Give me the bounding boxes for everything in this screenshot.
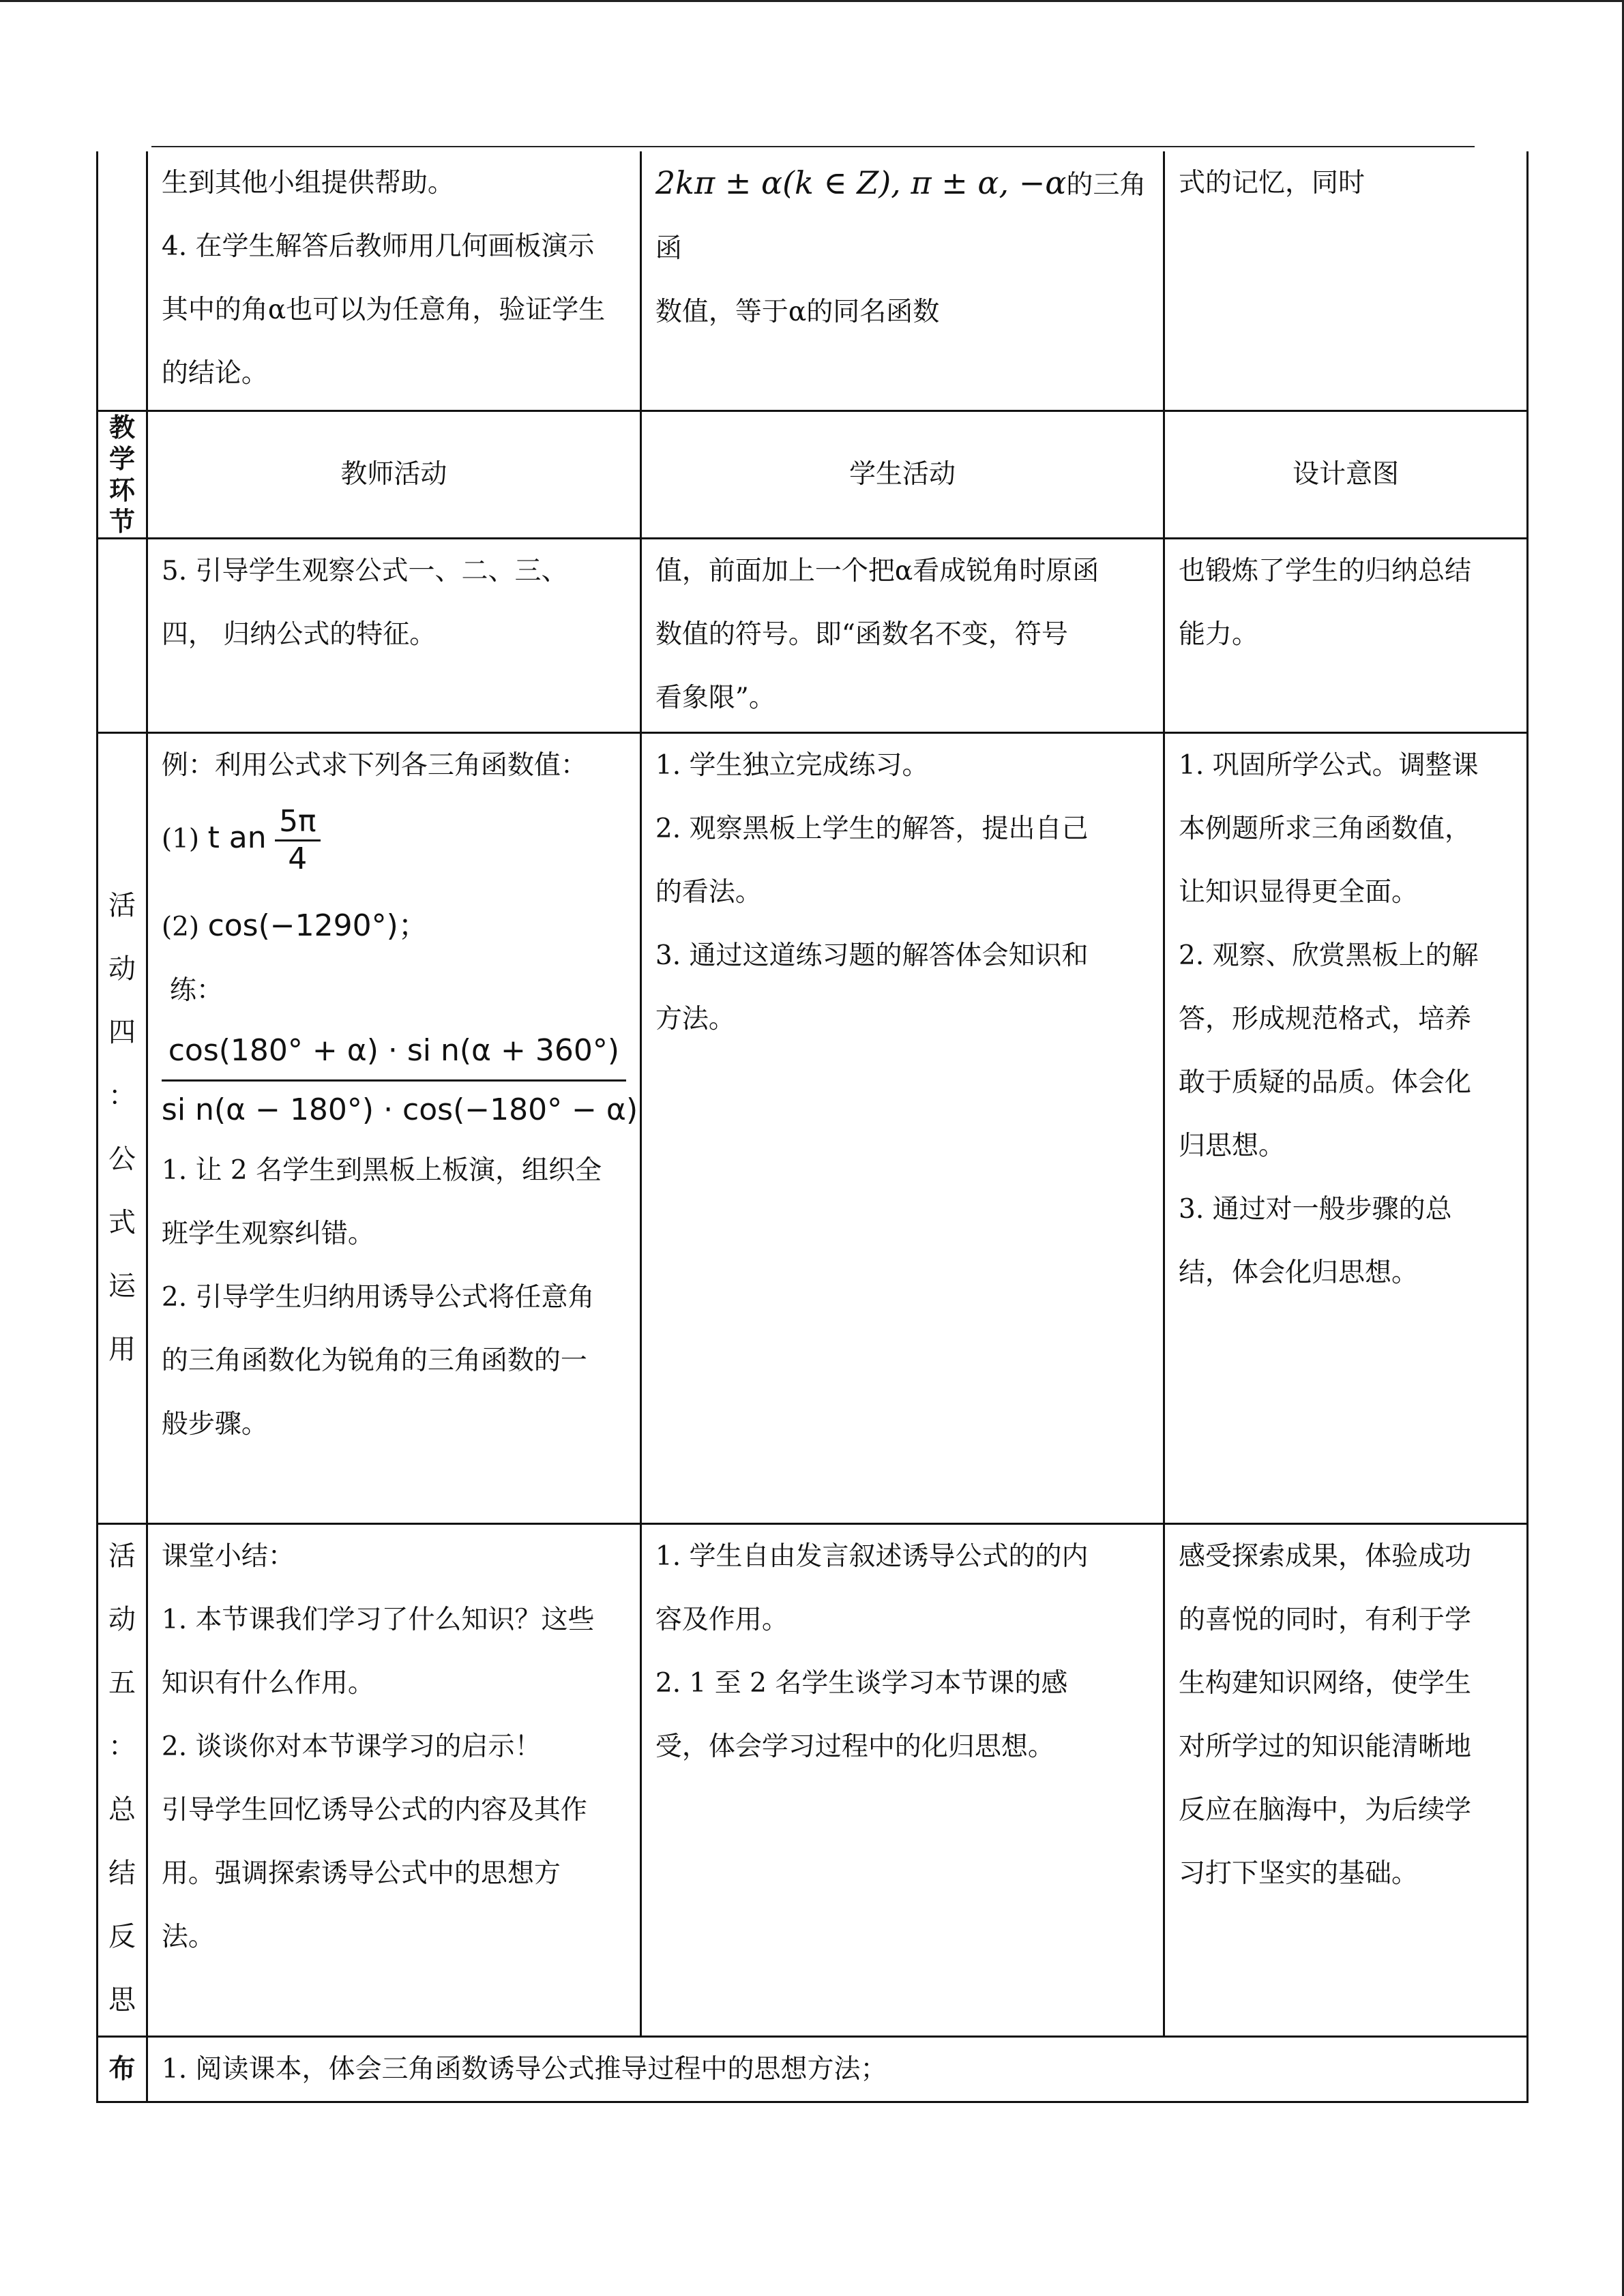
- teacher-line: 4. 在学生解答后教师用几何画板演示: [161, 231, 595, 262]
- label-char: 运: [108, 1270, 136, 1302]
- example-2-expr: cos(−1290°)；: [207, 908, 428, 943]
- design-line: 的喜悦的同时，有利于学: [1179, 1604, 1472, 1635]
- design-cell-continued: [1164, 151, 1528, 411]
- label-char: 五: [108, 1667, 136, 1699]
- teacher-line: 法。: [161, 1921, 215, 1952]
- header-stage: 教学环节: [98, 411, 147, 538]
- student-line: 3. 通过这道练习题的解答体会知识和: [655, 940, 1089, 971]
- fraction-numerator: 5π: [275, 804, 320, 841]
- student-line: 数值，等于α的同名函数: [655, 297, 940, 327]
- design-line: 本例题所求三角函数值，: [1179, 813, 1472, 844]
- design-line: 敢于质疑的品质。体会化: [1179, 1067, 1472, 1098]
- teacher-line: 般步骤。: [161, 1408, 268, 1440]
- teacher-line: 的三角函数化为锐角的三角函数的一: [161, 1345, 587, 1376]
- teacher-cell-activity-4: [147, 732, 640, 1523]
- example-intro: 例：利用公式求下列各三角函数值：: [161, 749, 587, 781]
- design-line: 式的记忆，同时: [1179, 168, 1365, 198]
- label-char: 活: [108, 890, 136, 921]
- design-cell-row5: [1164, 538, 1528, 732]
- label-char: 结: [108, 1857, 136, 1889]
- example-2-prefix: (2): [161, 911, 200, 942]
- design-cell-activity-4: [1164, 732, 1528, 1523]
- homework-label: 布: [98, 2036, 147, 2102]
- lesson-plan-table: [96, 151, 1529, 2103]
- teacher-line: 四， 归纳公式的特征。: [161, 618, 437, 650]
- teacher-line: 班学生观察纠错。: [161, 1218, 374, 1249]
- design-line: 答，形成规范格式，培养: [1179, 1003, 1472, 1034]
- label-char: 活: [108, 1540, 136, 1572]
- stage-cell-activity-5: [98, 1523, 147, 2036]
- label-char: 用: [108, 1334, 136, 1365]
- practice-fraction: [161, 1022, 638, 1139]
- header-rule: [151, 146, 1475, 147]
- practice-denominator: si n(α − 180°) · cos(−180° − α): [161, 1092, 638, 1127]
- design-line: 3. 通过对一般步骤的总: [1179, 1193, 1452, 1225]
- teacher-cell-activity-5: [147, 1523, 640, 2036]
- teacher-line: 引导学生回忆诱导公式的内容及其作: [161, 1794, 587, 1825]
- example-1: [162, 797, 626, 880]
- fraction-denominator: 4: [288, 841, 308, 876]
- stage-cell-continued: [98, 151, 147, 411]
- row-homework: [98, 2036, 1528, 2102]
- header-design: 设计意图: [1164, 411, 1528, 538]
- header-teacher: 教师活动: [147, 411, 640, 538]
- label-char: 动: [108, 1603, 136, 1635]
- label-char: 总: [108, 1793, 136, 1825]
- design-line: 对所学过的知识能清晰地: [1179, 1731, 1472, 1762]
- activity-5-label: [98, 1525, 146, 2032]
- design-line: 生构建知识网络，使学生: [1179, 1667, 1472, 1699]
- design-line: 习打下坚实的基础。: [1179, 1858, 1419, 1889]
- teacher-line: 1. 本节课我们学习了什么知识？这些: [161, 1604, 595, 1635]
- teacher-line: 课堂小结：: [161, 1540, 295, 1572]
- teacher-cell-continued: [147, 151, 640, 411]
- practice-numerator: cos(180° + α) · si n(α + 360°): [162, 1022, 626, 1082]
- student-cell-row5: [640, 538, 1164, 732]
- example-2: [162, 894, 626, 959]
- teacher-line: 2. 谈谈你对本节课学习的启示！: [161, 1731, 542, 1762]
- design-line: 结，体会化归思想。: [1179, 1257, 1419, 1288]
- student-line: 数值的符号。即“函数名不变，符号: [655, 618, 1068, 650]
- example-1-prefix: (1): [161, 823, 200, 854]
- teacher-line: 用。强调探索诱导公式中的思想方: [161, 1858, 561, 1889]
- student-formula-suffix: 的三角函: [655, 170, 1147, 264]
- row-activity-4: [98, 732, 1528, 1523]
- example-1-fraction: [275, 804, 320, 877]
- row-formula-features: [98, 538, 1528, 732]
- student-cell-activity-5: [640, 1523, 1164, 2036]
- stage-cell-activity-4: [98, 732, 147, 1523]
- teacher-cell-row5: [147, 538, 640, 732]
- student-line: 方法。: [655, 1003, 735, 1034]
- homework-text: 1. 阅读课本，体会三角函数诱导公式推导过程中的思想方法；: [147, 2036, 1527, 2102]
- teacher-line: 2. 引导学生归纳用诱导公式将任意角: [161, 1281, 595, 1313]
- formula-2kpi: 2kπ ± α(k ∈ Z), π ± α, −α: [655, 164, 1067, 201]
- label-char: 反: [108, 1920, 136, 1952]
- practice-label: 练：: [169, 974, 223, 1006]
- label-char: 公: [108, 1144, 136, 1175]
- student-cell-continued: [640, 151, 1164, 411]
- student-formula-line: [655, 151, 1149, 280]
- example-1-func: t an: [207, 820, 267, 855]
- design-cell-activity-5: [1164, 1523, 1528, 2036]
- design-line: 反应在脑海中，为后续学: [1179, 1794, 1472, 1825]
- label-char: 动: [108, 953, 136, 985]
- continued-row: [98, 151, 1528, 411]
- student-line: 1. 学生自由发言叙述诱导公式的的内: [655, 1540, 1089, 1572]
- teacher-line: 5. 引导学生观察公式一、二、三、: [161, 555, 568, 586]
- teacher-line: 1. 让 2 名学生到黑板上板演，组织全: [161, 1154, 602, 1186]
- label-char: 思: [108, 1984, 136, 2016]
- student-line: 受，体会学习过程中的化归思想。: [655, 1731, 1054, 1762]
- label-char: 四: [108, 1017, 136, 1048]
- student-line: 容及作用。: [655, 1604, 788, 1635]
- student-line: 1. 学生独立完成练习。: [655, 749, 929, 781]
- student-line: 的看法。: [655, 876, 762, 908]
- stage-cell-row5: [98, 538, 147, 732]
- header-student: 学生活动: [640, 411, 1164, 538]
- label-char: ：: [108, 1730, 136, 1762]
- table-header-row: [98, 411, 1528, 538]
- design-line: 也锻炼了学生的归纳总结: [1179, 555, 1472, 586]
- activity-4-label: [98, 874, 146, 1382]
- design-line: 2. 观察、欣赏黑板上的解: [1179, 940, 1479, 971]
- teacher-line: 的结论。: [161, 358, 268, 389]
- design-line: 1. 巩固所学公式。调整课: [1179, 749, 1479, 781]
- teacher-line: 生到其他小组提供帮助。: [161, 168, 454, 198]
- student-line: 值，前面加上一个把α看成锐角时原函: [655, 555, 1099, 586]
- design-line: 能力。: [1179, 618, 1259, 650]
- student-cell-activity-4: [640, 732, 1164, 1523]
- design-line: 归思想。: [1179, 1130, 1286, 1161]
- label-char: 式: [108, 1207, 136, 1238]
- row-activity-5: [98, 1523, 1528, 2036]
- student-line: 2. 1 至 2 名学生谈学习本节课的感: [655, 1667, 1068, 1699]
- student-line: 看象限”。: [655, 682, 776, 713]
- label-char: ：: [108, 1080, 136, 1112]
- teacher-line: 其中的角α也可以为任意角，验证学生: [161, 295, 606, 325]
- design-line: 感受探索成果，体验成功: [1179, 1540, 1472, 1572]
- page-border-top: [0, 0, 1624, 2]
- student-line: 2. 观察黑板上学生的解答，提出自己: [655, 813, 1089, 844]
- design-line: 让知识显得更全面。: [1179, 876, 1419, 908]
- teacher-line: 知识有什么作用。: [161, 1667, 374, 1699]
